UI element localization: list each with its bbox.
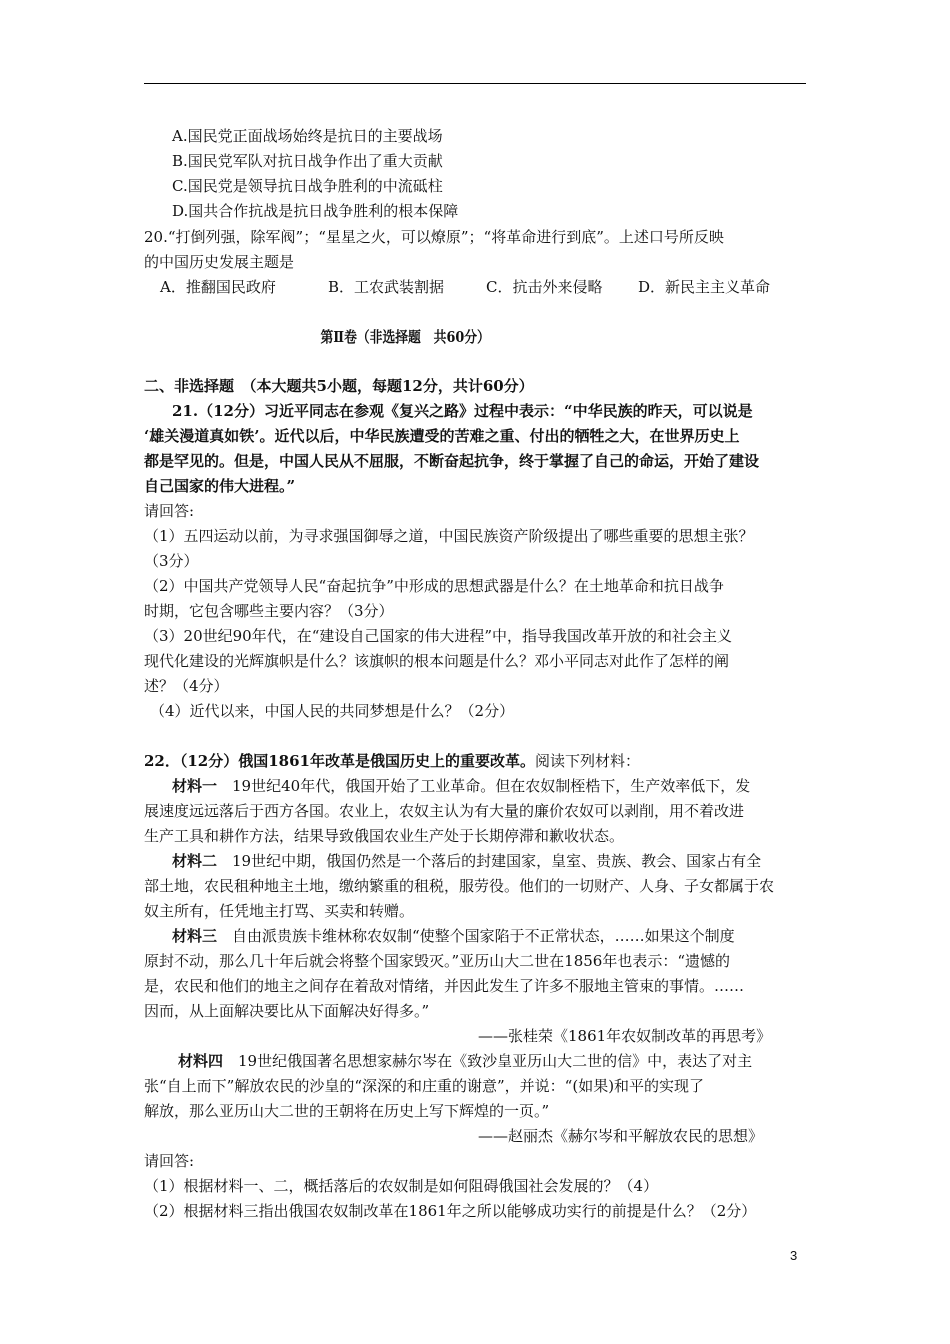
q22-material4-line2: 张“自上而下”解放农民的沙皇的“深深的和庄重的谢意”，并说：“(如果)和平的实现了 [144, 1077, 705, 1095]
q21-sub3-line2: 现代化建设的光辉旗帜是什么？该旗帜的根本问题是什么？邓小平同志对此作了怎样的阐 [144, 652, 730, 670]
section2-title: 第Ⅱ卷（非选择题 共60分） [320, 328, 490, 346]
q21-sub4: （4）近代以来，中国人民的共同梦想是什么？（2分） [150, 702, 515, 720]
q22-material4-label: 材料四 [178, 1052, 224, 1070]
q22-material2-line3: 奴主所有，任凭地主打骂、买卖和转赠。 [144, 902, 415, 920]
q21-sub2-line2: 时期，它包含哪些主要内容？（3分） [144, 602, 394, 620]
q21-stem-line1: 21.（12分）习近平同志在参观《复兴之路》过程中表示：“中华民族的昨天，可以说是 [172, 402, 753, 420]
q21-stem-line2: ‘雄关漫道真如铁’。近代以后，中华民族遭受的苦难之重、付出的牺牲之大，在世界历史上 [144, 427, 740, 445]
q22-material3-label: 材料三 [172, 927, 218, 945]
page-number: 3 [790, 1248, 798, 1263]
q22-material4-source: ——赵丽杰《赫尔岑和平解放农民的思想》 [478, 1127, 764, 1145]
q22-material1-line1 [172, 776, 750, 796]
q22-sub1: （1）根据材料一、二，概括落后的农奴制是如何阻碍俄国社会发展的？（4） [144, 1177, 659, 1195]
q22-stem [144, 751, 640, 771]
q22-material4-line1 [178, 1051, 752, 1071]
q21-sub3-line3: 述？（4分） [144, 677, 229, 695]
q22-material4-text1: 19世纪俄国著名思想家赫尔岑在《致沙皇亚历山大二世的信》中，表达了对主 [223, 1052, 753, 1070]
q22-stem-bold: 22．（12分）俄国1861年改革是俄国历史上的重要改革。 [144, 752, 535, 770]
q19-option-b: B.国民党军队对抗日战争作出了重大贡献 [172, 152, 443, 170]
section2-heading: 二、非选择题 （本大题共5小题，每题12分，共计60分） [144, 377, 534, 395]
q20-option-a: A．推翻国民政府 [160, 278, 276, 296]
header-rule [144, 83, 806, 84]
q20-option-b: B．工农武装割据 [328, 278, 445, 296]
q22-material1-line2: 展速度远远落后于西方各国。农业上，农奴主认为有大量的廉价农奴可以剥削，用不着改进 [144, 802, 745, 820]
q21-sub2-line1: （2）中国共产党领导人民“奋起抗争”中形成的思想武器是什么？在土地革命和抗日战争 [144, 577, 724, 595]
q22-sub2: （2）根据材料三指出俄国农奴制改革在1861年之所以能够成功实行的前提是什么？（2分） [144, 1202, 757, 1220]
q22-material1-line3: 生产工具和耕作方法，结果导致俄国农业生产处于长期停滞和歉收状态。 [144, 827, 625, 845]
q20-option-c: C．抗击外来侵略 [486, 278, 603, 296]
q22-material2-label: 材料二 [172, 852, 218, 870]
q22-material3-line3: 是，农民和他们的地主之间存在着敌对情绪，并因此发生了许多不服地主管束的事情。…… [144, 977, 745, 995]
q22-material1-text1: 19世纪40年代，俄国开始了工业革命。但在农奴制桎梏下，生产效率低下，发 [217, 777, 751, 795]
q22-material3-line1 [172, 926, 735, 946]
q20-option-d: D．新民主主义革命 [638, 278, 771, 296]
q19-option-a: A.国民党正面战场始终是抗日的主要战场 [172, 127, 443, 145]
q19-option-c: C.国民党是领导抗日战争胜利的中流砥柱 [172, 177, 443, 195]
q22-stem-rest: 阅读下列材料： [535, 752, 641, 770]
q21-sub1-line2: （3分） [144, 552, 199, 570]
q22-material4-line3: 解放，那么亚历山大二世的王朝将在历史上写下辉煌的一页。” [144, 1102, 550, 1120]
q22-material2-text1: 19世纪中期，俄国仍然是一个落后的封建国家，皇室、贵族、教会、国家占有全 [217, 852, 762, 870]
q20-stem-line1: 20.“打倒列强，除军阀”；“星星之火，可以燎原”；“将革命进行到底”。上述口号所反映 [144, 228, 724, 246]
q22-material2-line1 [172, 851, 761, 871]
q22-material3-source: ——张桂荣《1861年农奴制改革的再思考》 [478, 1027, 772, 1045]
q21-stem-line4: 自己国家的伟大进程。” [144, 477, 296, 495]
q22-answer-prompt: 请回答: [144, 1152, 195, 1170]
q21-sub3-line1: （3）20世纪90年代，在“建设自己国家的伟大进程”中，指导我国改革开放的和社会主义 [144, 627, 733, 645]
q22-material1-label: 材料一 [172, 777, 218, 795]
q22-material3-line2: 原封不动，那么几十年后就会将整个国家毁灭。”亚历山大二世在1856年也表示：“遗憾的 [144, 952, 731, 970]
q22-material3-line4: 因而，从上面解决要比从下面解决好得多。” [144, 1002, 430, 1020]
q20-stem-line2: 的中国历史发展主题是 [144, 253, 295, 271]
q21-sub1-line1: （1）五四运动以前，为寻求强国御辱之道，中国民族资产阶级提出了哪些重要的思想主张？ [144, 527, 754, 545]
q22-material2-line2: 部土地，农民租种地主土地，缴纳繁重的租税，服劳役。他们的一切财产、人身、子女都属于农 [144, 877, 775, 895]
q22-material3-text1: 自由派贵族卡维林称农奴制“使整个国家陷于不正常状态，……如果这个制度 [217, 927, 735, 945]
q19-option-d: D.国共合作抗战是抗日战争胜利的根本保障 [172, 202, 459, 220]
q21-stem-line3: 都是罕见的。但是，中国人民从不屈服，不断奋起抗争，终于掌握了自己的命运，开始了建设 [144, 452, 760, 470]
q21-answer-prompt: 请回答: [144, 502, 195, 520]
